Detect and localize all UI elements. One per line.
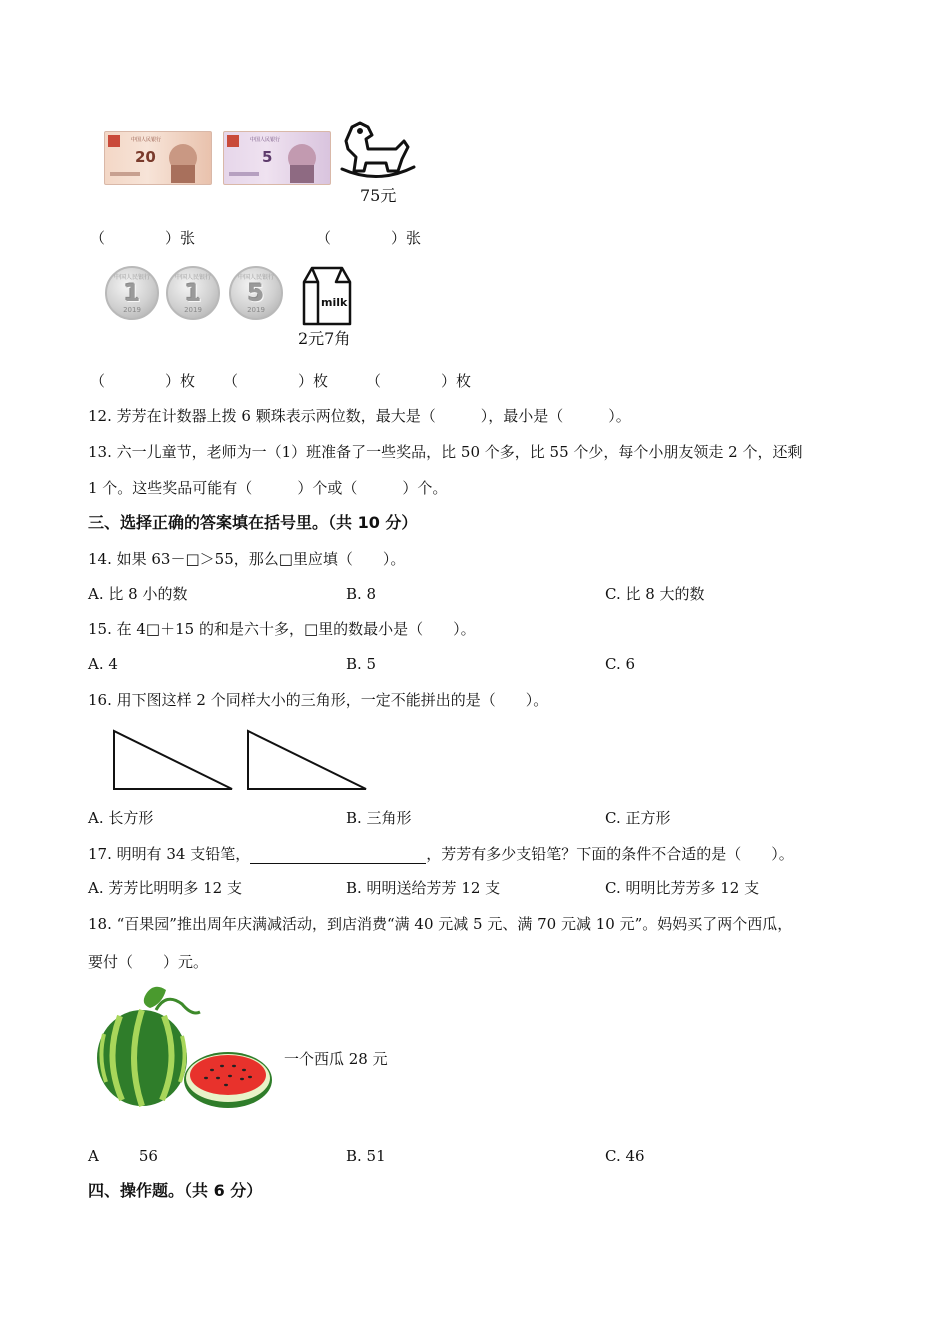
- q18-option-a[interactable]: [88, 1146, 158, 1166]
- banknote-5-yuan: [223, 131, 331, 185]
- q18-option-c[interactable]: C. 46: [605, 1147, 645, 1165]
- coin-blank-3[interactable]: （ ）枚: [366, 372, 472, 390]
- coin-blank-2[interactable]: （ ）枚: [223, 372, 329, 390]
- q17-text-after: ，芳芳有多少支铅笔？下面的条件不合适的是（ ）。: [426, 845, 794, 863]
- toy-price: 75元: [360, 186, 397, 205]
- coin-header-text: 中国人民银行: [113, 274, 150, 281]
- banknote-20-yuan: [104, 131, 212, 185]
- coin-year: 2019: [247, 306, 265, 314]
- right-triangle-1: [114, 731, 232, 789]
- bill-header-text: 中国人民银行: [250, 137, 281, 143]
- coin-value: 1: [123, 279, 141, 307]
- question-17: [88, 844, 794, 864]
- watermelon-price-label: 一个西瓜 28 元: [284, 1050, 388, 1068]
- watermelon-icon: [96, 982, 274, 1110]
- question-14: 14. 如果 63－□＞55，那么□里应填（ ）。: [88, 550, 406, 568]
- q15-option-a[interactable]: A. 4: [88, 655, 118, 673]
- bill-header-text: 中国人民银行: [131, 137, 162, 143]
- coin-value: 5: [247, 279, 265, 307]
- rocking-horse-icon: [338, 119, 418, 185]
- q15-option-c[interactable]: C. 6: [605, 655, 636, 673]
- q17-option-a[interactable]: A. 芳芳比明明多 12 支: [88, 879, 242, 897]
- q14-option-b[interactable]: B. 8: [346, 585, 377, 603]
- coin-header-text: 中国人民银行: [237, 274, 274, 281]
- coin-1-yuan: [166, 266, 220, 320]
- q18-option-b[interactable]: B. 51: [346, 1147, 386, 1165]
- q17-option-c[interactable]: C. 明明比芳芳多 12 支: [605, 879, 760, 897]
- bill-5-value: 5: [262, 148, 273, 166]
- coin-5-jiao: [229, 266, 283, 320]
- section-3-heading: 三、选择正确的答案填在括号里。（共 10 分）: [88, 513, 418, 532]
- coin-header-text: 中国人民银行: [174, 274, 211, 281]
- q18-option-a-value: 56: [138, 1147, 158, 1165]
- question-18-line-1: 18. “百果园”推出周年庆满减活动，到店消费“满 40 元减 5 元、满 70 元减 10 元”。妈妈买了两个西瓜，: [88, 915, 793, 933]
- coin-1-yuan: [105, 266, 159, 320]
- question-12: 12. 芳芳在计数器上拨 6 颗珠表示两位数，最大是（ ），最小是（ ）。: [88, 407, 631, 425]
- q14-option-c[interactable]: C. 比 8 大的数: [605, 585, 705, 603]
- q17-blank-line[interactable]: [250, 849, 426, 864]
- coin-year: 2019: [123, 306, 141, 314]
- q15-option-b[interactable]: B. 5: [346, 655, 377, 673]
- milk-carton-icon: [298, 262, 354, 328]
- q16-option-c[interactable]: C. 正方形: [605, 809, 671, 827]
- coin-value: 1: [184, 279, 202, 307]
- q16-option-a[interactable]: A. 长方形: [88, 809, 154, 827]
- right-triangle-2: [248, 731, 366, 789]
- question-15: 15. 在 4□＋15 的和是六十多，□里的数最小是（ ）。: [88, 620, 476, 638]
- note-blank-1[interactable]: （ ）张: [90, 229, 196, 247]
- question-18-line-2: 要付（ ）元。: [88, 953, 209, 971]
- q18-option-a-letter: A: [88, 1147, 99, 1165]
- q17-text-before: 17. 明明有 34 支铅笔，: [88, 845, 251, 863]
- milk-label: milk: [321, 296, 348, 309]
- q17-option-b[interactable]: B. 明明送给芳芳 12 支: [346, 879, 501, 897]
- question-13-line-2: 1 个。这些奖品可能有（ ）个或（ ）个。: [88, 479, 448, 497]
- milk-price: 2元7角: [298, 329, 351, 348]
- question-13-line-1: 13. 六一儿童节，老师为一（1）班准备了一些奖品，比 50 个多，比 55 个少，每个小朋友领走 2 个，还剩: [88, 443, 803, 461]
- question-16: 16. 用下图这样 2 个同样大小的三角形，一定不能拼出的是（ ）。: [88, 691, 549, 709]
- q14-option-a[interactable]: A. 比 8 小的数: [88, 585, 188, 603]
- coin-year: 2019: [184, 306, 202, 314]
- triangle-figures: [110, 728, 372, 792]
- section-4-heading: 四、操作题。（共 6 分）: [88, 1181, 263, 1200]
- q16-option-b[interactable]: B. 三角形: [346, 809, 412, 827]
- coin-blank-1[interactable]: （ ）枚: [90, 372, 196, 390]
- note-blank-2[interactable]: （ ）张: [316, 229, 422, 247]
- bill-20-value: 20: [135, 148, 156, 166]
